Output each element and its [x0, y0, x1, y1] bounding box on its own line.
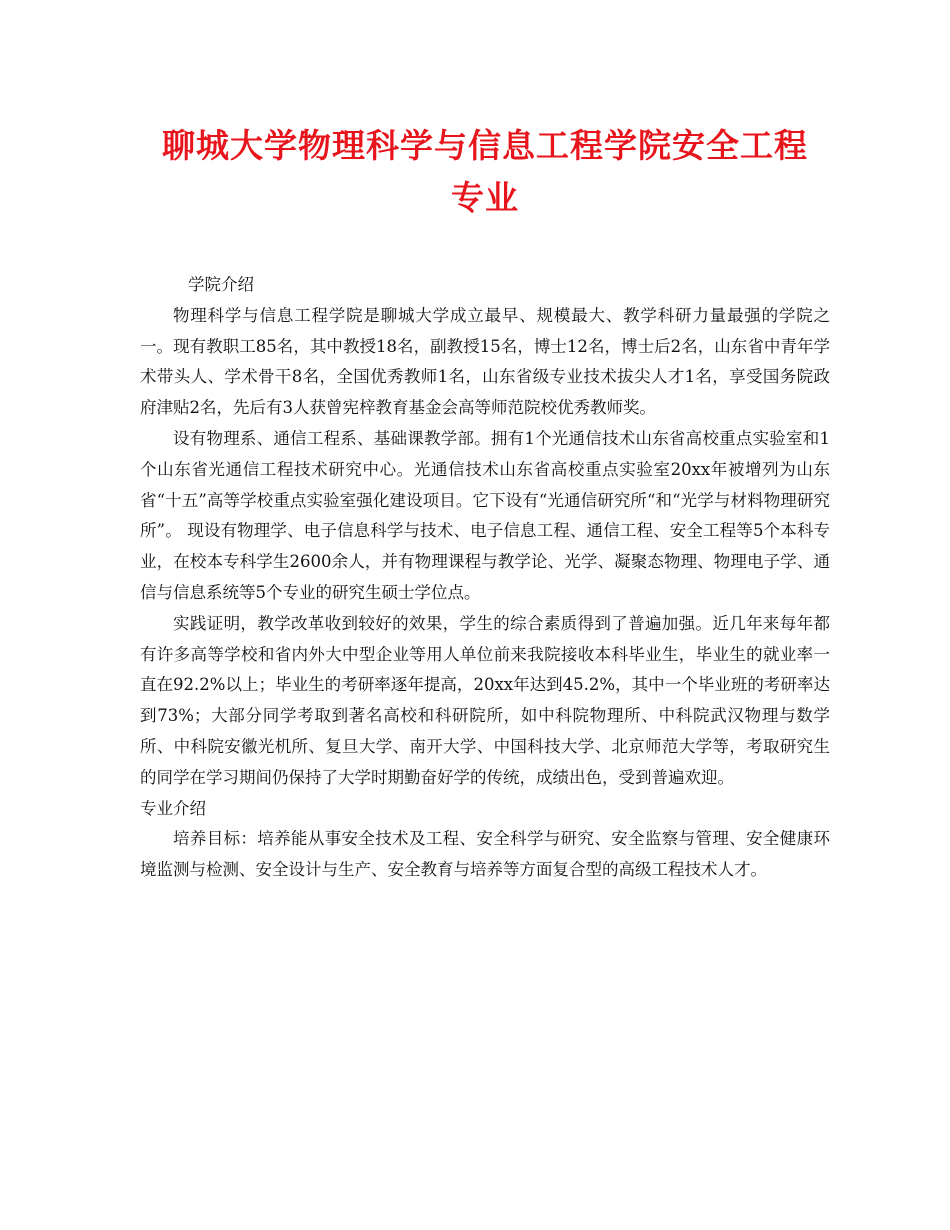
paragraph-college-overview: 物理科学与信息工程学院是聊城大学成立最早、规模最大、教学科研力量最强的学院之一。现有教职工85名，其中教授18名，副教授15名，博士12名，博士后2名，山东省中青年学术带头人、学术骨干8名，全国优秀教师1名，山东省级专业技术拔尖人才1名，享受国务院政府津贴2名，先后有3人获曾宪梓教育基金会高等师范院校优秀教师奖。 — [140, 305, 830, 418]
paragraph-outcomes: 实践证明，教学改革收到较好的效果，学生的综合素质得到了普遍加强。近几年来每年都有许多高等学校和省内外大中型企业等用人单位前来我院接收本科毕业生，毕业生的就业率一直在92.2%以上；毕业生的考研率逐年提高，20xx年达到45.2%，其中一个毕业班的考研率达到73%；大部分同学考取到著名高校和科研院所，如中科院物理所、中科院武汉物理与数学所、中科院安徽光机所、复旦大学、南开大学、中国科技大学、北京师范大学等，考取研究生的同学在学习期间仍保持了大学时期勤奋好学的传统，成绩出色，受到普遍欢迎。 — [140, 613, 830, 787]
title-line-2: 专业 — [451, 178, 519, 217]
document-title — [140, 120, 830, 224]
section-heading-college: 学院介绍 — [188, 275, 254, 294]
document-body — [140, 270, 830, 886]
paragraph-departments: 设有物理系、通信工程系、基础课教学部。拥有1个光通信技术山东省高校重点实验室和1个山东省光通信工程技术研究中心。光通信技术山东省高校重点实验室20xx年被增列为山东省“十五”高等学校重点实验室强化建设项目。它下设有“光通信研究所“和“光学与材料物理研究所”。 现设有物理学、电子信息科学与技术、电子信息工程、通信工程、安全工程等5个本科专业，在校本专科学生2600余人，并有物理课程与教学论、光学、凝聚态物理、物理电子学、通信与信息系统等5个专业的研究生硕士学位点。 — [140, 428, 830, 602]
document-page — [140, 120, 830, 886]
title-line-1: 聊城大学物理科学与信息工程学院安全工程 — [162, 126, 808, 165]
section-heading-major: 专业介绍 — [140, 798, 206, 818]
paragraph-training-goal: 培养目标：培养能从事安全技术及工程、安全科学与研究、安全监察与管理、安全健康环境监测与检测、安全设计与生产、安全教育与培养等方面复合型的高级工程技术人才。 — [140, 829, 830, 880]
